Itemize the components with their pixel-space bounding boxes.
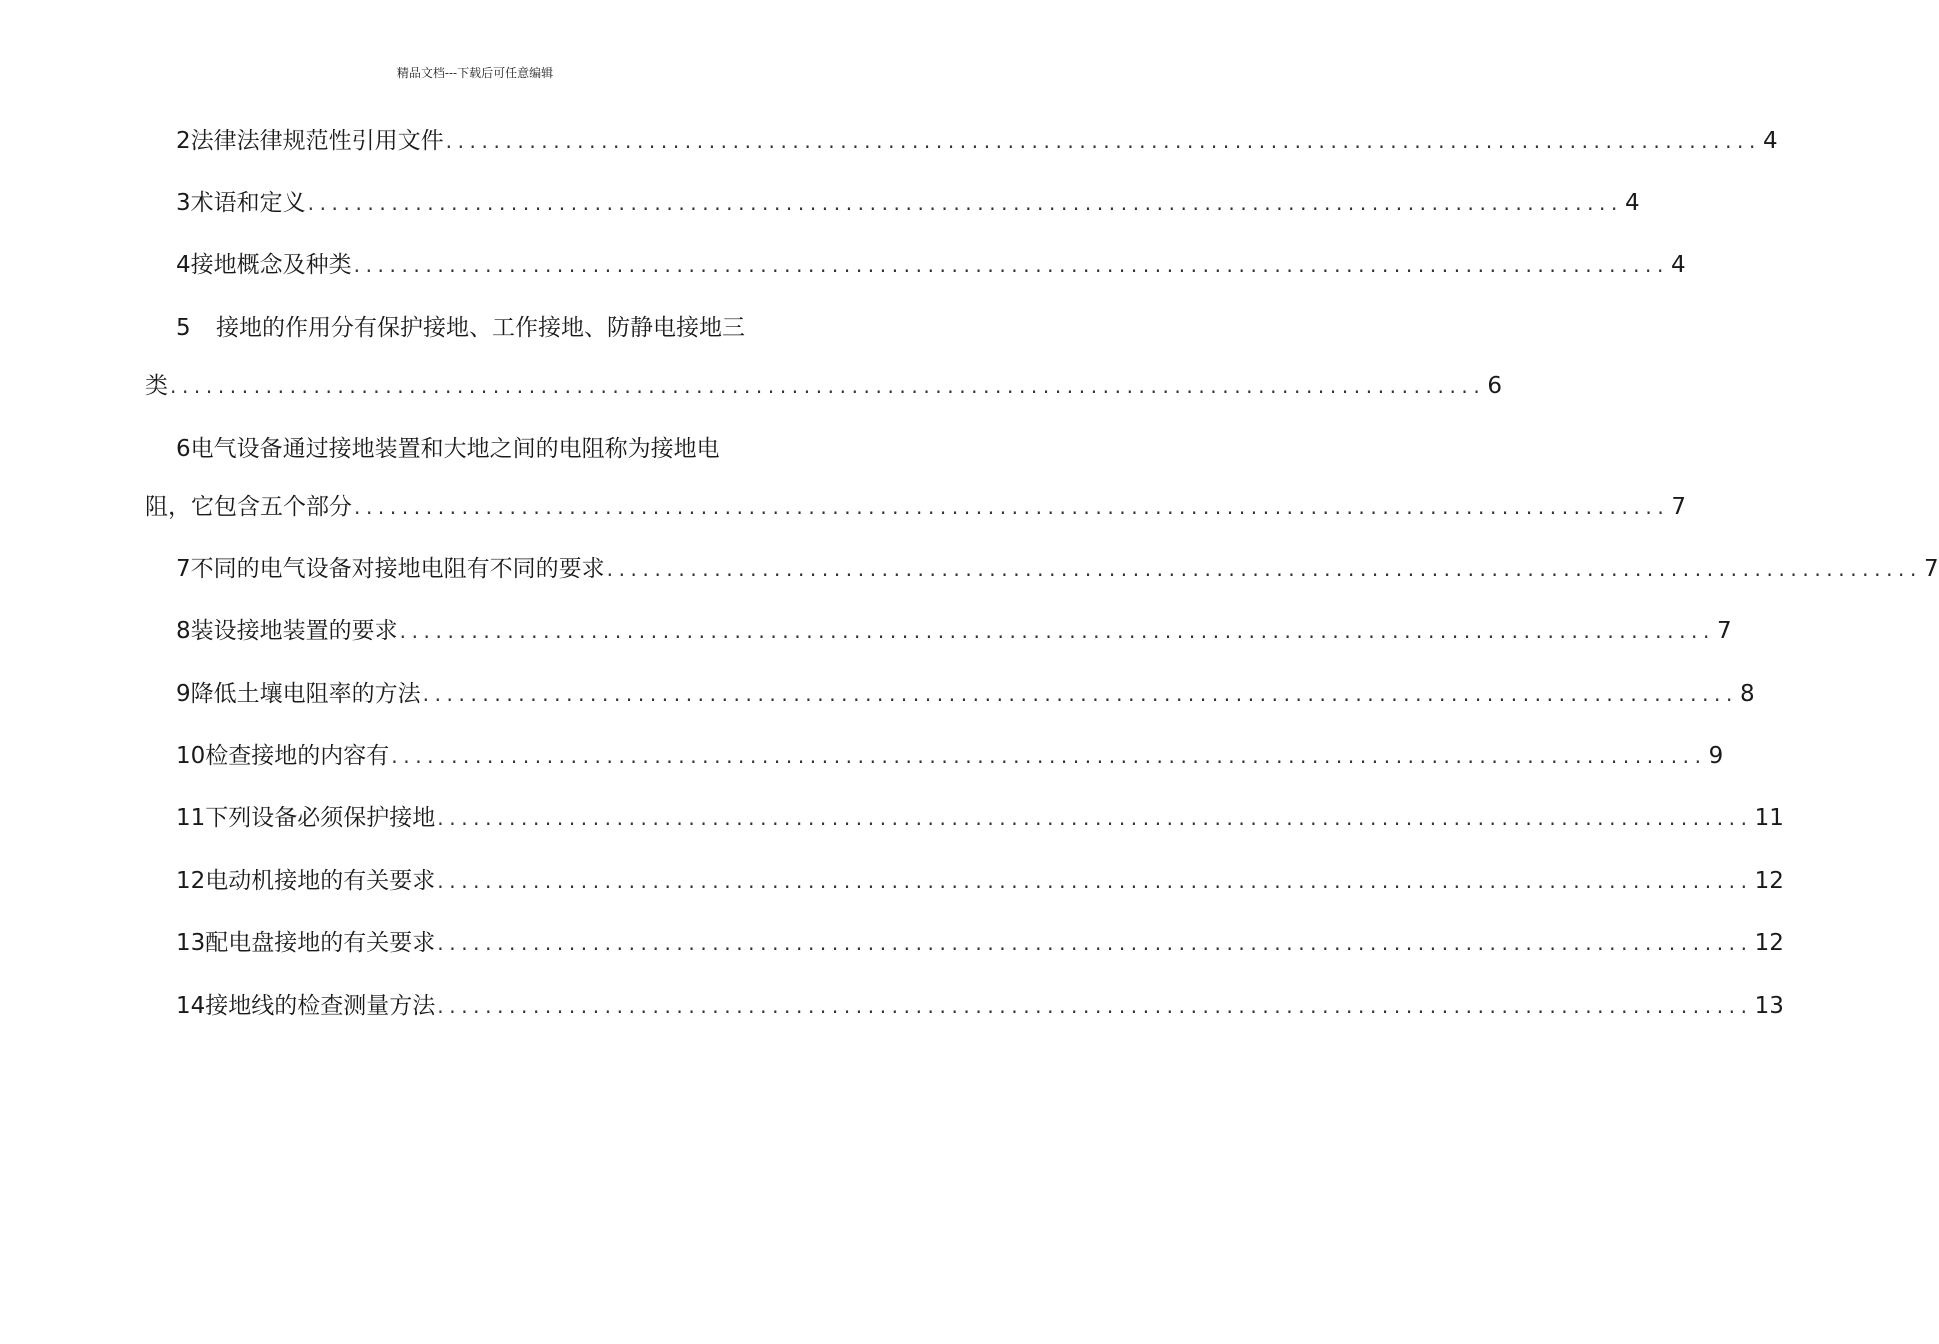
toc-entry-page: 4 <box>1670 252 1686 278</box>
toc-entry-7[interactable] <box>145 549 1939 589</box>
toc-entry-page: 9 <box>1708 743 1724 769</box>
toc-entry-title: 下列设备必须保护接地 <box>205 805 436 831</box>
toc-entry-page: 7 <box>1923 556 1939 582</box>
toc-entry-title: 电气设备通过接地装置和大地之间的电阻称为接地电 <box>190 436 720 462</box>
toc-entry-2[interactable] <box>145 121 1778 161</box>
toc-entry-title: 接地的作用分有保护接地、工作接地、防静电接地三 <box>216 315 745 341</box>
toc-entry-3[interactable] <box>145 183 1640 223</box>
toc-dot-leader: .............................................................................................................. <box>170 374 1486 398</box>
toc-entry-title: 检查接地的内容有 <box>205 743 390 769</box>
toc-dot-leader: .............................................................................................................. <box>606 557 1922 581</box>
toc-dot-leader: .............................................................................................................. <box>391 744 1707 768</box>
toc-entry-6-line1[interactable] <box>145 429 805 469</box>
toc-entry-9[interactable] <box>145 674 1755 714</box>
toc-entry-page: 12 <box>1754 868 1784 894</box>
toc-entry-6-line2[interactable] <box>145 487 1686 527</box>
toc-entry-10[interactable] <box>145 736 1724 776</box>
toc-dot-leader: .............................................................................................................. <box>422 682 1738 706</box>
toc-entry-page: 4 <box>1762 128 1778 154</box>
toc-dot-leader: .............................................................................................................. <box>399 619 1715 643</box>
toc-entry-page: 7 <box>1716 618 1732 644</box>
toc-entry-title: 接地概念及种类 <box>190 252 352 278</box>
toc-entry-title: 类 <box>145 373 168 399</box>
toc-entry-number: 7 <box>176 556 191 582</box>
toc-entry-title: 法律法律规范性引用文件 <box>190 128 444 154</box>
toc-entry-page: 8 <box>1739 681 1755 707</box>
toc-entry-title: 阻，它包含五个部分 <box>145 494 352 520</box>
toc-dot-leader: .............................................................................................................. <box>437 806 1753 830</box>
toc-entry-13[interactable] <box>145 923 1784 963</box>
toc-entry-number: 5 <box>176 315 191 341</box>
toc-entry-page: 6 <box>1487 373 1502 399</box>
toc-entry-number: 14 <box>176 993 206 1019</box>
page-header: 精品文档---下载后可任意编辑 <box>396 66 554 80</box>
toc-entry-title: 降低土壤电阻率的方法 <box>190 681 421 707</box>
toc-entry-page: 12 <box>1754 930 1784 956</box>
toc-entry-number: 10 <box>176 743 206 769</box>
toc-entry-number: 13 <box>176 930 206 956</box>
toc-entry-title: 术语和定义 <box>190 190 306 216</box>
toc-dot-leader: .............................................................................................................. <box>437 869 1753 893</box>
toc-entry-page: 7 <box>1671 494 1686 520</box>
toc-dot-leader: .............................................................................................................. <box>353 253 1669 277</box>
toc-entry-5-line2[interactable] <box>145 366 1502 406</box>
toc-entry-title: 装设接地装置的要求 <box>190 618 398 644</box>
toc-entry-11[interactable] <box>145 798 1784 838</box>
toc-entry-page: 13 <box>1754 993 1784 1019</box>
toc-entry-number: 11 <box>176 805 206 831</box>
toc-entry-number: 9 <box>176 681 191 707</box>
toc-entry-4[interactable] <box>145 245 1686 285</box>
toc-entry-number: 6 <box>176 436 191 462</box>
toc-dot-leader: .............................................................................................................. <box>307 191 1623 215</box>
toc-entry-5-line1[interactable] <box>145 308 805 348</box>
toc-entry-8[interactable] <box>145 611 1732 651</box>
toc-entry-14[interactable] <box>145 986 1784 1026</box>
toc-entry-title: 接地线的检查测量方法 <box>205 993 436 1019</box>
toc-entry-title: 不同的电气设备对接地电阻有不同的要求 <box>190 556 605 582</box>
toc-entry-number: 12 <box>176 868 206 894</box>
toc-dot-leader: .............................................................................................................. <box>437 931 1753 955</box>
toc-entry-title: 配电盘接地的有关要求 <box>205 930 436 956</box>
toc-entry-number: 8 <box>176 618 191 644</box>
toc-entry-page: 11 <box>1754 805 1784 831</box>
toc-entry-number: 3 <box>176 190 191 216</box>
toc-entry-number: 4 <box>176 252 191 278</box>
toc-entry-title: 电动机接地的有关要求 <box>205 868 436 894</box>
toc-entry-12[interactable] <box>145 861 1784 901</box>
toc-dot-leader: .............................................................................................................. <box>354 495 1670 519</box>
toc-entry-page: 4 <box>1624 190 1640 216</box>
toc-dot-leader: .............................................................................................................. <box>437 994 1753 1018</box>
toc-dot-leader: .............................................................................................................. <box>445 129 1761 153</box>
toc-entry-number: 2 <box>176 128 191 154</box>
